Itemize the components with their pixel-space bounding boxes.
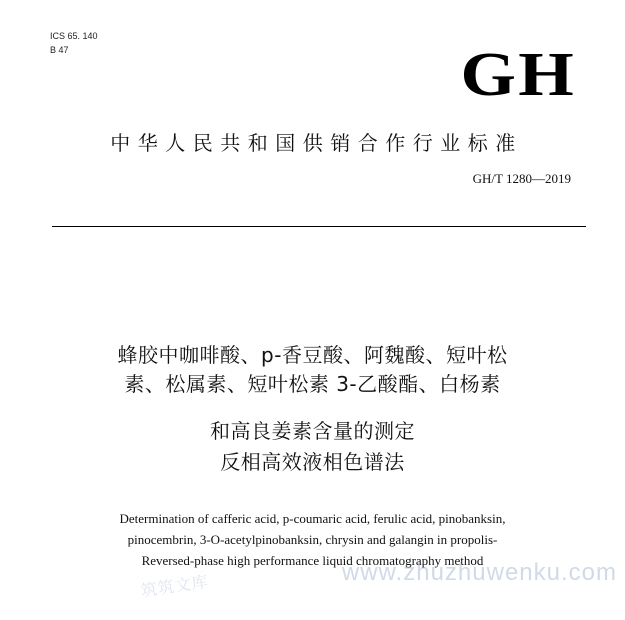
title-cn-line-3: 和高良姜素含量的测定	[210, 419, 415, 443]
ccs-code: B 47	[50, 45, 69, 55]
watermark-cn: 筑筑文库	[140, 573, 210, 601]
standard-name: 中华人民共和国供销合作行业标准	[110, 131, 523, 155]
title-cn-line-1: 蜂胶中咖啡酸、p-香豆酸、阿魏酸、短叶松	[117, 343, 508, 367]
classification-codes	[50, 29, 98, 57]
standard-number: GH/T 1280—2019	[472, 171, 571, 186]
title-en-line-2: pinocembrin, 3-O-acetylpinobanksin, chrysin and galangin in propolis-	[127, 532, 498, 547]
title-cn-line-4: 反相高效液相色谱法	[220, 450, 405, 474]
header-divider	[52, 226, 586, 227]
ics-code: ICS 65. 140	[50, 31, 98, 41]
title-cn-line-2: 素、松属素、短叶松素 3-乙酸酯、白杨素	[124, 372, 501, 396]
watermark-site: www.zhuzhuwenku.com	[341, 559, 617, 586]
gh-logo: GH	[460, 41, 576, 109]
title-en-line-3: Reversed-phase high performance liquid chromatography method	[141, 553, 484, 568]
title-en-line-1: Determination of cafferic acid, p-coumaric acid, ferulic acid, pinobanksin,	[119, 511, 506, 526]
